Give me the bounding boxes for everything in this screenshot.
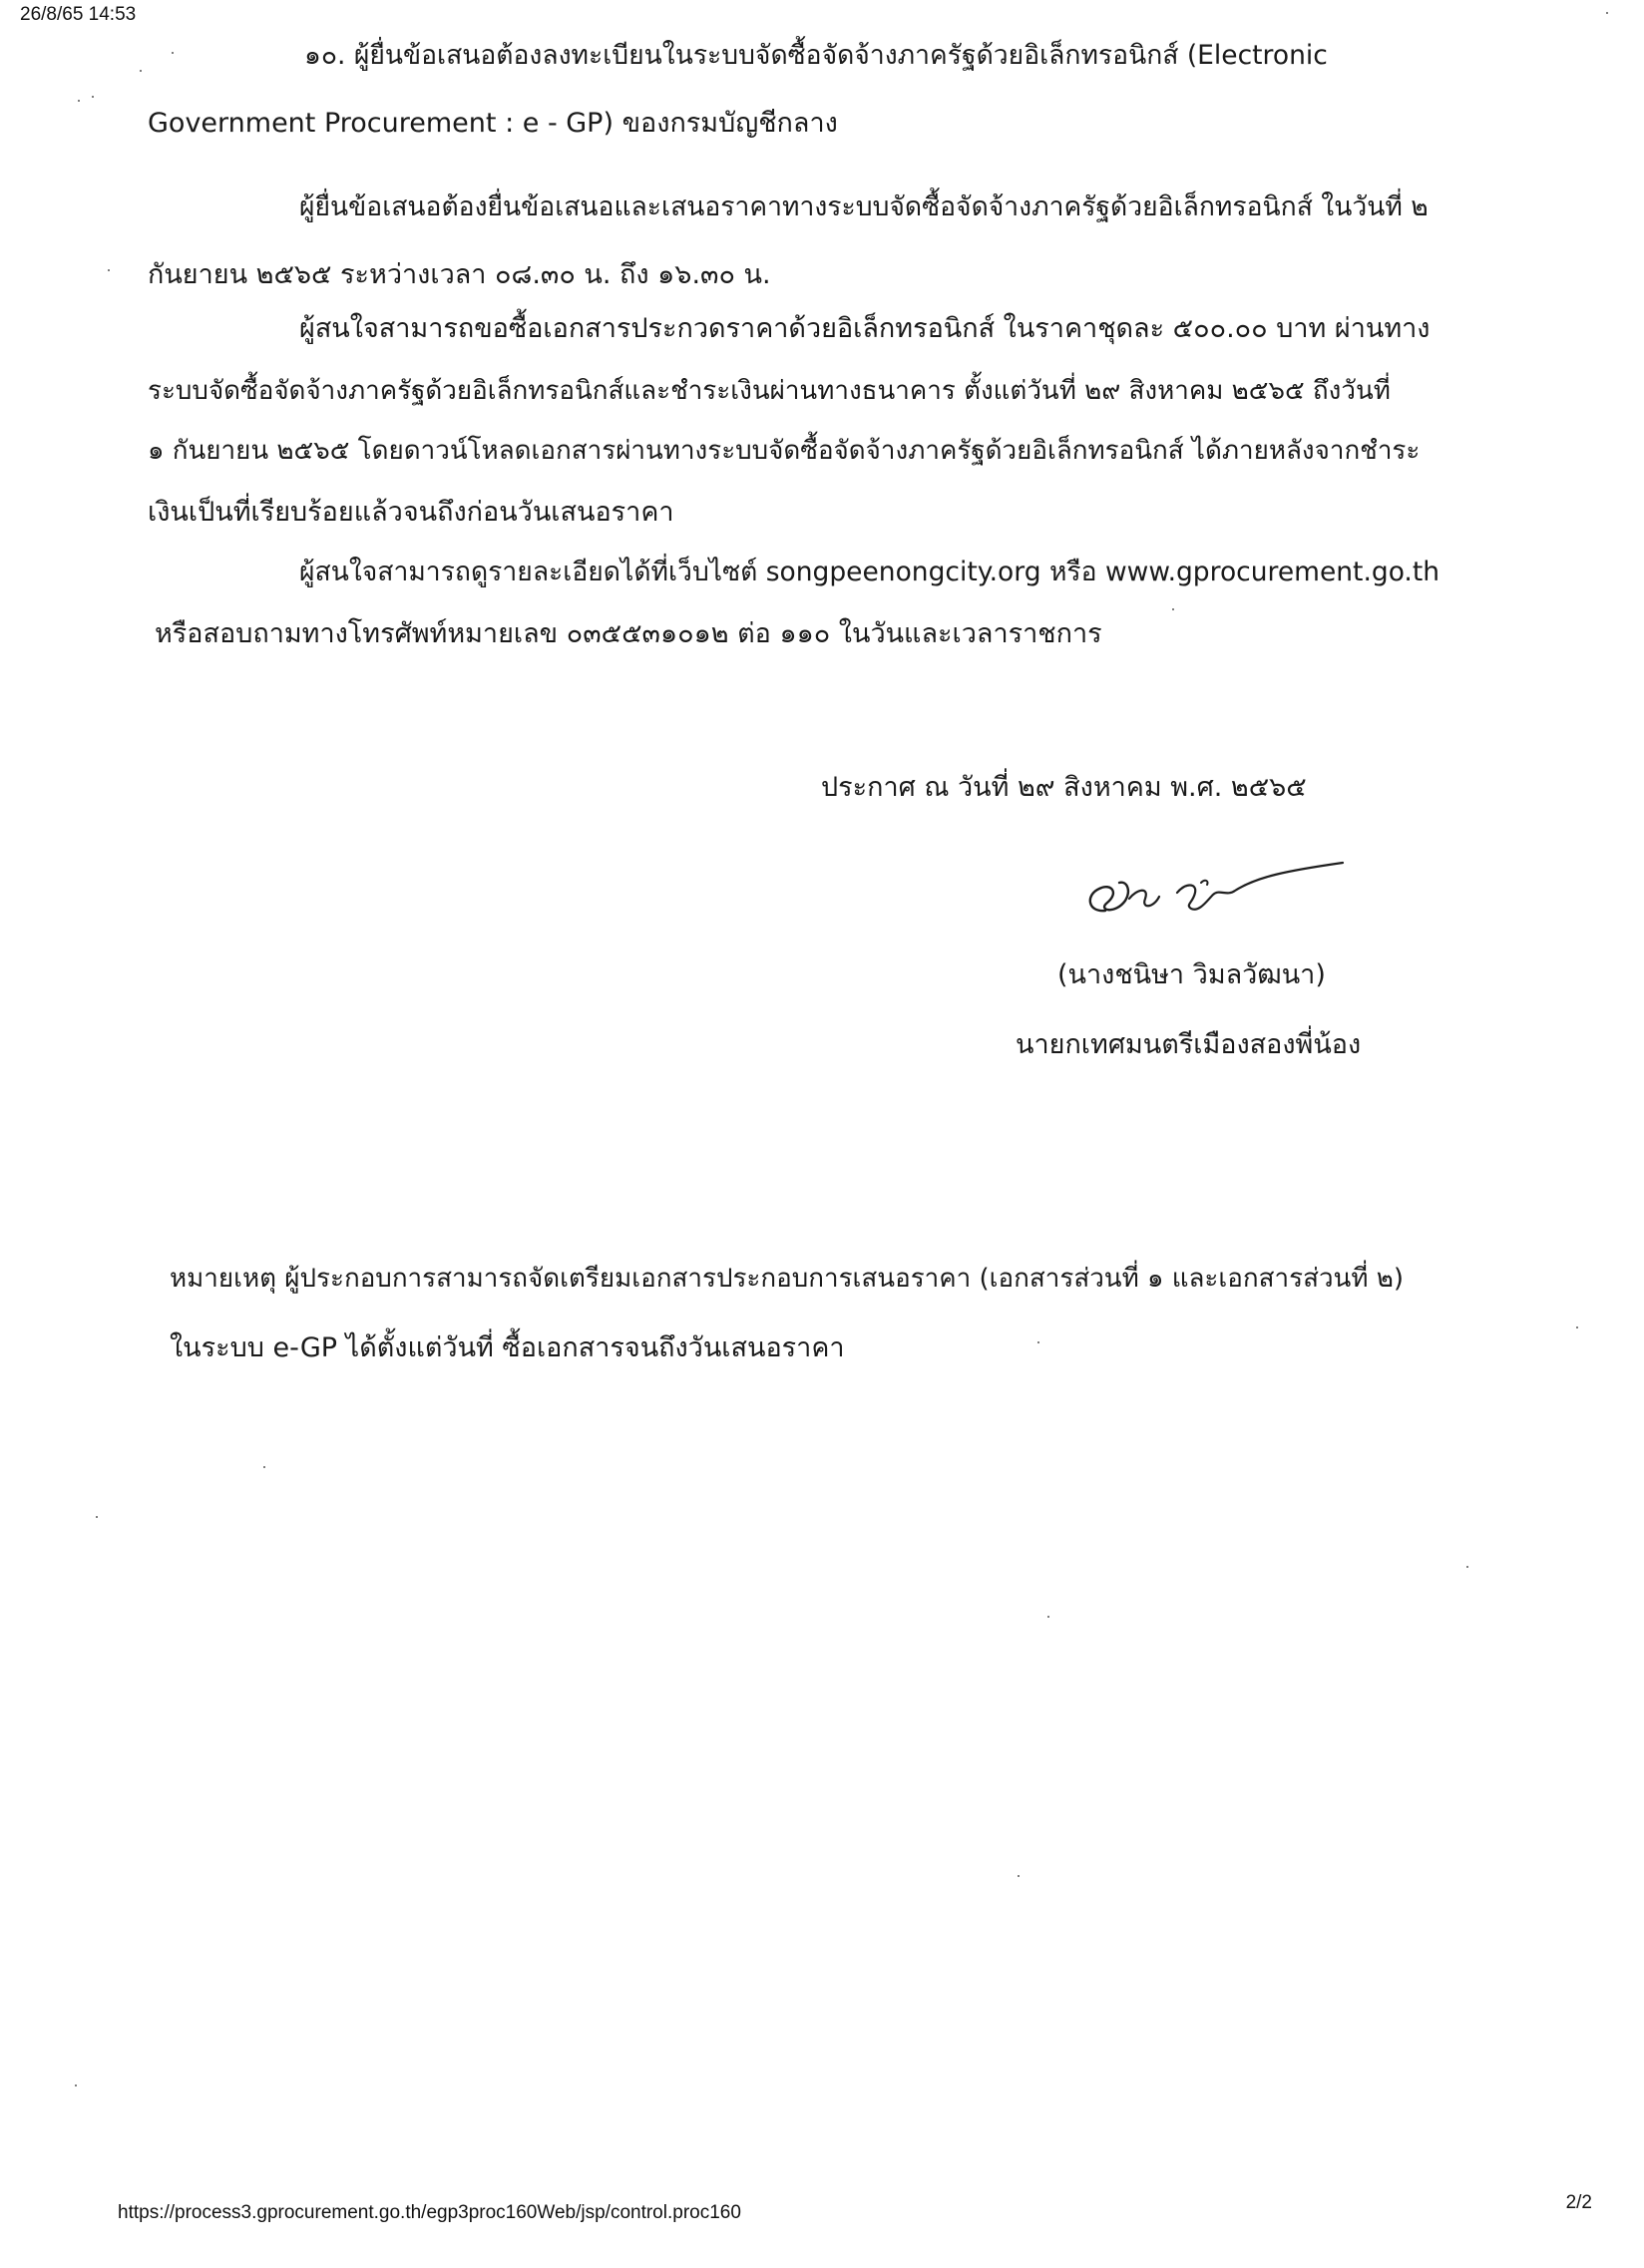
scan-speck: [1606, 12, 1608, 14]
scan-speck: [75, 2084, 77, 2086]
item-10-line-2: Government Procurement : e - GP) ของกรมบัญชีกลาง: [148, 108, 838, 139]
scan-speck: [1576, 1326, 1578, 1328]
scan-speck: [263, 1466, 265, 1468]
item-10-line-1: ๑๐. ผู้ยื่นข้อเสนอต้องลงทะเบียนในระบบจัดซื้อจัดจ้างภาครัฐด้วยอิเล็กทรอนิกส์ (Electronic: [304, 40, 1328, 71]
remark-line-2: ในระบบ e-GP ได้ตั้งแต่วันที่ ซื้อเอกสารจนถึงวันเสนอราคา: [170, 1332, 845, 1363]
scan-speck: [78, 100, 80, 102]
scan-speck: [1466, 1566, 1468, 1568]
purchase-para-line-3: ๑ กันยายน ๒๕๖๕ โดยดาวน์โหลดเอกสารผ่านทางระบบจัดซื้อจัดจ้างภาครัฐด้วยอิเล็กทรอนิกส์ ได้ภายหลังจากชำระ: [148, 436, 1421, 466]
contact-para-line-1: ผู้สนใจสามารถดูรายละเอียดได้ที่เว็บไซต์ songpeenongcity.org หรือ www.gprocurement.go.th: [299, 557, 1440, 587]
scan-speck: [108, 269, 110, 271]
signatory-title: นายกเทศมนตรีเมืองสองพี่น้อง: [1016, 1029, 1362, 1060]
scan-speck: [1172, 608, 1174, 610]
scan-speck: [1047, 1616, 1049, 1618]
contact-para-line-2: หรือสอบถามทางโทรศัพท์หมายเลข ๐๓๕๕๓๑๐๑๒ ต่อ ๑๑๐ ในวันและเวลาราชการ: [155, 618, 1102, 649]
scan-speck: [172, 52, 174, 54]
scan-speck: [92, 96, 94, 98]
signatory-name: (นางชนิษา วิมลวัฒนา): [1057, 959, 1326, 990]
handwritten-signature-icon: [1067, 853, 1367, 933]
print-header-timestamp: 26/8/65 14:53: [20, 4, 137, 25]
purchase-para-line-4: เงินเป็นที่เรียบร้อยแล้วจนถึงก่อนวันเสนอราคา: [148, 497, 674, 528]
announcement-date: ประกาศ ณ วันที่ ๒๙ สิงหาคม พ.ศ. ๒๕๖๕: [821, 772, 1307, 803]
purchase-para-line-1: ผู้สนใจสามารถขอซื้อเอกสารประกวดราคาด้วยอิเล็กทรอนิกส์ ในราคาชุดละ ๕๐๐.๐๐ บาท ผ่านทาง: [299, 313, 1431, 344]
scan-speck: [96, 1516, 98, 1518]
submit-para-line-2: กันยายน ๒๕๖๕ ระหว่างเวลา ๐๘.๓๐ น. ถึง ๑๖.๓๐ น.: [148, 259, 771, 290]
scan-speck: [140, 70, 142, 72]
remark-line-1: หมายเหตุ ผู้ประกอบการสามารถจัดเตรียมเอกสารประกอบการเสนอราคา (เอกสารส่วนที่ ๑ และเอกสารส่วนที่ ๒): [170, 1264, 1405, 1294]
submit-para-line-1: ผู้ยื่นข้อเสนอต้องยื่นข้อเสนอและเสนอราคาทางระบบจัดซื้อจัดจ้างภาครัฐด้วยอิเล็กทรอนิกส์ ในวันที่ ๒: [299, 191, 1429, 222]
scan-speck: [1037, 1341, 1039, 1343]
scan-speck: [1018, 1875, 1020, 1877]
print-footer-url: https://process3.gprocurement.go.th/egp3proc160Web/jsp/control.proc160: [118, 2202, 741, 2223]
purchase-para-line-2: ระบบจัดซื้อจัดจ้างภาครัฐด้วยอิเล็กทรอนิกส์และชำระเงินผ่านทางธนาคาร ตั้งแต่วันที่ ๒๙ สิงหาคม ๒๕๖๕ ถึงวันที่: [148, 376, 1391, 406]
print-footer-page: 2/2: [1565, 2192, 1592, 2213]
